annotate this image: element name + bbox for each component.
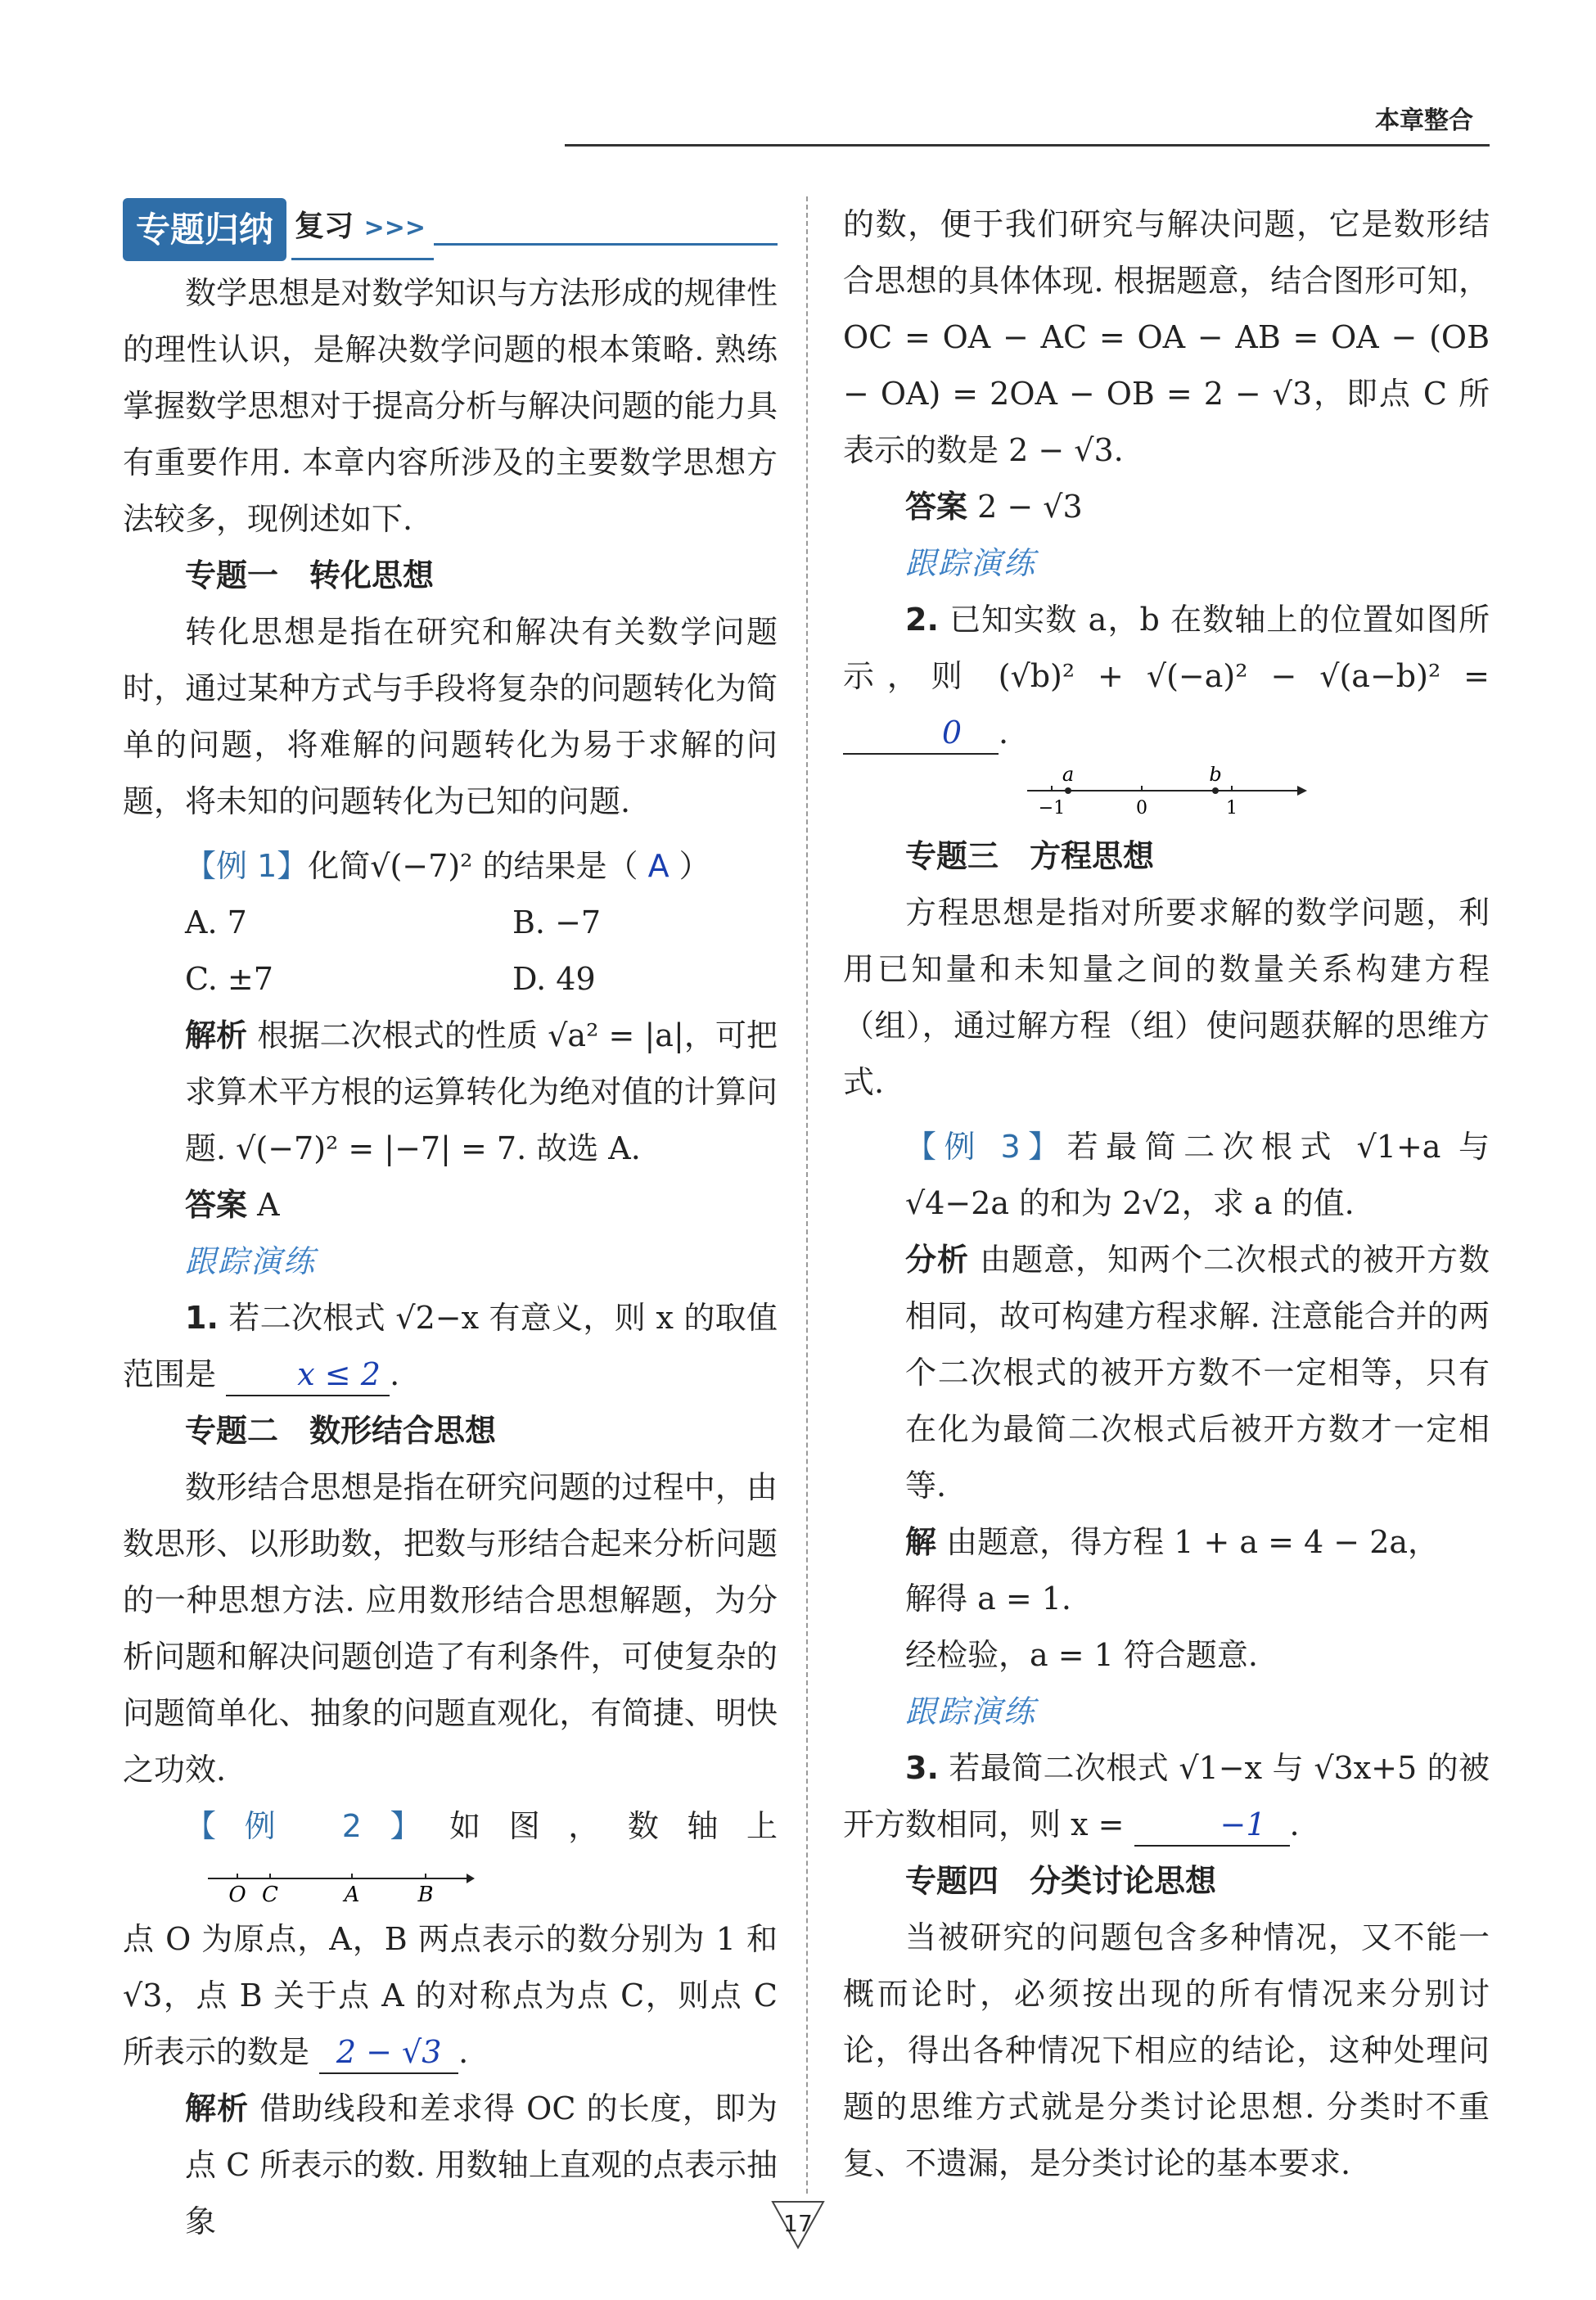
topic3-body: 方程思想是指对所要求解的数学问题，利用已知量和未知量之间的数量关系构建方程（组），通过解方程（组）使问题获解的思维方式. [843,895,1490,1100]
track-practice-label-2: 跟踪演练 [905,545,1037,581]
question2-text: 已知实数 a，b 在数轴上的位置如图所示，则 (√b)² + √(−a)² − √(a−b)² = [843,602,1490,694]
question2-number: 2. [905,602,939,638]
topic1-body: 转化思想是指在研究和解决有关数学问题时，通过某种方式与手段将复杂的问题转化为简单的问题，将难解的问题转化为易于求解的问题，将未知的问题转化为已知的问题. [123,614,778,819]
topic4-body: 当被研究的问题包含多种情况，又不能一概而论时，必须按出现的所有情况来分别讨论，得出各种情况下相应的结论，这种处理问题的思维方式就是分类讨论思想. 分类时不重复、不遗漏，是分类讨论的基本要求. [843,1919,1490,2181]
example1-choices-row2 [123,951,778,1008]
right-column [843,196,1490,2192]
choice-a: A. 7 [185,904,247,940]
section-subtitle: 复习 >>> [291,198,434,260]
section-title: 专题归纳 [123,198,286,261]
example2-answer: 2 − √3 [319,2032,458,2074]
axis-label-b: B [417,1882,434,1906]
track-practice-label-3: 跟踪演练 [905,1693,1037,1730]
question3-number: 3. [905,1750,939,1786]
example1-answer-line [123,1177,778,1233]
choice-b: B. −7 [512,904,602,940]
point-b [1212,787,1219,794]
example2-label: 【例 2】 [185,1808,450,1844]
example1 [123,838,778,895]
intro-paragraph: 数学思想是对数学知识与方法形成的规律性的理性认识，是解决数学问题的根本策略. 熟练掌握数学思想对于提高分析与解决问题的能力具有重要作用. 本章内容所涉及的主要数学思想方法较多，现例述如下. [123,275,778,537]
axis-label-o: O [228,1882,246,1906]
example2-analysis-continued: 的数，便于我们研究与解决问题，它是数形结合思想的具体体现. 根据题意，结合图形可知，OC = OA − AC = OA − AB = OA − (OB − OA) = 2OA − OB = 2 − √3，即点 C 所表示的数是 2 − √3. [843,206,1490,468]
topic2-body: 数形结合思想是指在研究问题的过程中，由数思形、以形助数，把数与形结合起来分析问题的一种思想方法. 应用数形结合思想解题，为分析问题和解决问题创造了有利条件，可使复杂的问题简单化、抽象的问题直观化，有简捷、明快之功效. [123,1469,778,1788]
header-rule [565,144,1490,147]
point-label-b: b [1209,766,1222,786]
answer-label-2: 答案 [905,489,968,525]
section-header [123,196,778,262]
analysis-text: 根据二次根式的性质 √a² = |a|，可把求算术平方根的运算转化为绝对值的计算问题. √(−7)² = |−7| = 7. 故选 A. [185,1017,778,1166]
left-column [123,196,778,2250]
example3-solution-2: 解得 a = 1. [905,1581,1071,1617]
question1-text: 若二次根式 √2−x 有意义，则 x 的取值范围是 [123,1300,778,1392]
topic2-title: 专题二 数形结合思想 [185,1413,497,1449]
analysis-text-3: 由题意，知两个二次根式的被开方数相同，故可构建方程求解. 注意能合并的两个二次根式的被开方数不一定相等，只有在化为最简二次根式后被开方数才一定相等. [905,1242,1490,1504]
section-rule [434,243,778,246]
example3 [843,1119,1490,1232]
topic3-title: 专题三 方程思想 [905,838,1155,874]
example2 [123,1798,778,1911]
topic4-title: 专题四 分类讨论思想 [905,1863,1217,1899]
analysis-label-3: 分析 [905,1242,969,1278]
answer-value-2: 2 − √3 [977,489,1083,525]
question2: 2. 已知实数 a，b 在数轴上的位置如图所示，则 (√b)² + √(−a)² − √(a−b)² = 0 . [843,592,1490,761]
example1-text: 化简√(−7)² 的结果是（ [308,848,638,884]
example3-label: 【例 3】 [905,1129,1067,1165]
example2-number-line [205,1865,475,1906]
example2-analysis [123,2081,778,2250]
analysis-text-2: 借助线段和差求得 OC 的长度，即为点 C 所表示的数. 用数轴上直观的点表示抽象 [185,2090,778,2239]
example3-solution-1: 解 由题意，得方程 1 + a = 4 − 2a， [905,1524,1440,1560]
page-header-label: 本章整合 [1375,106,1473,135]
question2-answer: 0 [843,712,999,755]
example2-text-a: 如图，数轴上 [449,1808,778,1844]
solution-label: 解 [905,1524,937,1560]
point-label-a: a [1062,766,1075,786]
choice-c: C. ±7 [185,961,273,997]
axis-label-c: C [262,1882,278,1906]
page-number: 17 [783,2210,813,2237]
topic1-title: 专题一 转化思想 [185,557,435,593]
answer-label: 答案 [185,1187,248,1223]
column-divider [806,196,808,2194]
axis-label-a: A [344,1882,360,1906]
chevron-icon: >>> [363,214,426,242]
question3-text: 若最简二次根式 √1−x 与 √3x+5 的被开方数相同，则 x = [843,1750,1490,1842]
example1-label: 【例 1】 [185,848,309,884]
question3-answer: −1 [1134,1804,1290,1847]
answer-value: A [257,1187,280,1223]
example3-analysis [843,1232,1490,1514]
track-practice-label: 跟踪演练 [185,1243,317,1279]
example2-answer-line [843,479,1490,535]
example2-text-b: 点 O 为原点，A，B 两点表示的数分别为 1 和 √3，点 B 关于点 A 的对称点为点 C，则点 C 所表示的数是 2 − √3 . [123,1911,778,2081]
example3-text: 若最简二次根式 √1+a 与 √4−2a 的和为 2√2，求 a 的值. [905,1129,1490,1221]
example1-choices-row1 [123,895,778,951]
example1-close: ） [679,848,710,884]
tick-label-2: 1 [1226,798,1238,819]
tick-label-0: −1 [1038,798,1066,819]
question3: 3. 若最简二次根式 √1−x 与 √3x+5 的被开方数相同，则 x = −1 . [843,1740,1490,1853]
choice-d: D. 49 [512,961,596,997]
question2-number-line [1019,766,1314,823]
tick-label-1: 0 [1136,798,1147,819]
question1-answer: x ≤ 2 [226,1354,390,1396]
analysis-label-2: 解析 [185,2090,250,2126]
point-a [1065,787,1071,794]
example3-solution-3: 经检验，a = 1 符合题意. [905,1637,1258,1673]
example1-analysis [123,1008,778,1177]
analysis-label: 解析 [185,1017,248,1053]
example1-answer: A [647,848,670,884]
question1-number: 1. [185,1300,219,1336]
question1: 1. 若二次根式 √2−x 有意义，则 x 的取值范围是 x ≤ 2 . [123,1290,778,1403]
